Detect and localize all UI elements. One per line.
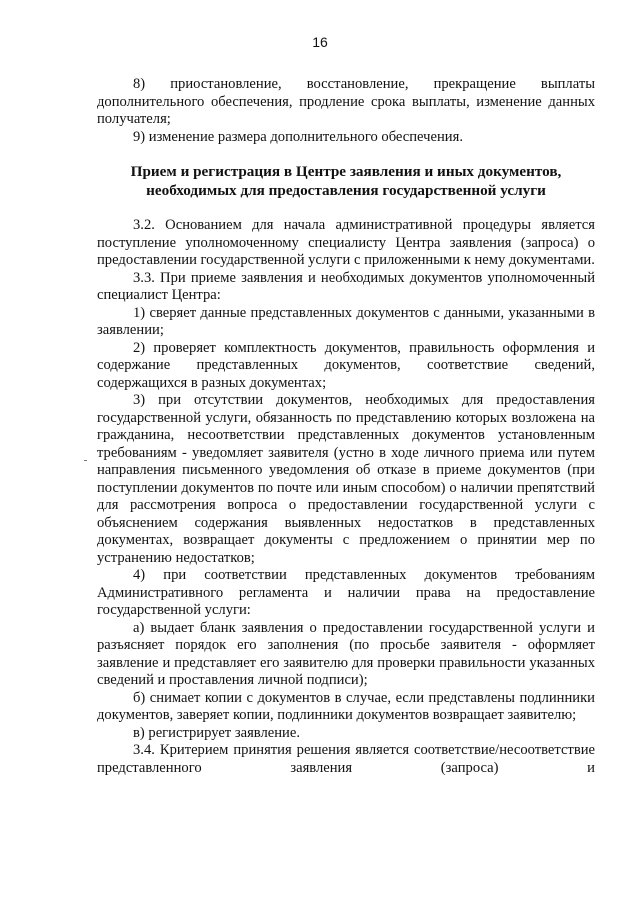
subitem-a: а) выдает бланк заявления о предоставлении государственной услуги и разъясняет порядок его заполнения (по просьбе заявителя - оформляет заявление и представляет его заявителю для проверки правильности указанных сведений и проставления личной подписи); <box>97 619 595 688</box>
subitem-3: 3) при отсутствии документов, необходимых для предоставления государственной услуги, обязанность по представлению которых возложена на гражданина, несоответствии представленных документов установленным требованиям - уведомляет заявителя (устно в ходе личного приема или путем направления письменного уведомления об отказе в приеме документов (при поступлении документов по почте или иным способом) о наличии препятствий для рассмотрения вопроса о предоставлении государственной услуги с объяснением содержания выявленных недостатков в представленных документах, возвращает документы с предложением о принятии мер по устранению недостатков; <box>97 392 595 566</box>
page-number: 16 <box>312 34 328 50</box>
list-item-9: 9) изменение размера дополнительного обеспечения. <box>133 128 463 145</box>
margin-mark <box>84 460 87 461</box>
subitem-4: 4) при соответствии представленных документов требованиям Административного регламента и наличии права на предоставление государственной услуги: <box>97 567 595 618</box>
section-heading-line-2: необходимых для предоставления государственной услуги <box>146 181 546 199</box>
subitem-2: 2) проверяет комплектность документов, правильность оформления и содержание представленных документов, соответствие сведений, содержащихся в разных документах; <box>97 339 595 391</box>
list-item-8: 8) приостановление, восстановление, прекращение выплаты дополнительного обеспечения, продление срока выплаты, изменение данных получателя; <box>97 76 595 127</box>
paragraph-3-2: 3.2. Основанием для начала административной процедуры является поступление уполномоченному специалисту Центра заявления (запроса) о предоставлении государственной услуги с приложенными к нему документами. <box>97 217 595 268</box>
subitem-1: 1) сверяет данные представленных документов с данными, указанными в заявлении; <box>97 304 595 338</box>
section-heading <box>97 163 595 200</box>
document-body <box>97 76 595 777</box>
paragraph-3-3: 3.3. При приеме заявления и необходимых документов уполномоченный специалист Центра: <box>97 269 595 303</box>
paragraph-3-4: 3.4. Критерием принятия решения является соответствие/несоответствие представленного заявления (запроса) и <box>97 742 595 776</box>
section-heading-line-1: Прием и регистрация в Центре заявления и иных документов, <box>130 163 562 180</box>
subitem-b: б) снимает копии с документов в случае, если представлены подлинники документов, заверяет копии, подлинники документов возвращает заявителю; <box>97 689 595 723</box>
subitem-v: в) регистрирует заявление. <box>133 724 300 741</box>
